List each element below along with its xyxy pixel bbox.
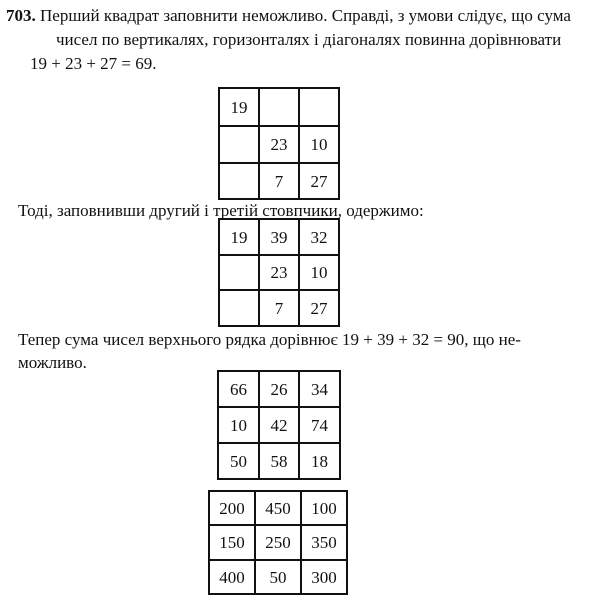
text-after bbox=[18, 328, 610, 374]
grid-3 bbox=[217, 370, 341, 480]
grid-4-cell: 450 bbox=[256, 492, 302, 526]
grid-4-cell: 50 bbox=[256, 561, 302, 595]
text-after-line-1: Тепер сума чисел верхнього рядка дорівнює 19 + 39 + 32 = 90, що не- bbox=[18, 330, 521, 349]
grid-4 bbox=[208, 490, 348, 595]
grid-4-cell: 100 bbox=[302, 492, 348, 526]
grid-1 bbox=[218, 87, 340, 200]
grid-3-cell: 34 bbox=[300, 372, 341, 408]
grid-2-cell bbox=[220, 256, 260, 291]
grid-1-cell: 27 bbox=[300, 164, 340, 200]
grid-1-cell: 10 bbox=[300, 127, 340, 164]
grid-4-cell: 300 bbox=[302, 561, 348, 595]
grid-2-cell bbox=[220, 291, 260, 327]
grid-3-cell: 10 bbox=[219, 408, 260, 444]
grid-2-cell: 19 bbox=[220, 220, 260, 256]
grid-2-cell: 27 bbox=[300, 291, 340, 327]
grid-1-cell bbox=[220, 164, 260, 200]
grid-3-cell: 58 bbox=[260, 444, 300, 480]
problem-number: 703. bbox=[6, 6, 36, 25]
text-after-line-2: можливо. bbox=[18, 353, 87, 372]
grid-4-cell: 350 bbox=[302, 526, 348, 561]
grid-2-cell: 23 bbox=[260, 256, 300, 291]
grid-3-cell: 66 bbox=[219, 372, 260, 408]
grid-1-cell: 19 bbox=[220, 89, 260, 127]
grid-2-cell: 39 bbox=[260, 220, 300, 256]
grid-2-cell: 7 bbox=[260, 291, 300, 327]
grid-3-cell: 50 bbox=[219, 444, 260, 480]
grid-1-cell: 7 bbox=[260, 164, 300, 200]
problem-line-2: чисел по вертикалях, горизонталях і діагоналях повинна дорівнювати bbox=[56, 30, 562, 49]
grid-3-cell: 74 bbox=[300, 408, 341, 444]
problem-line-1: 703. Перший квадрат заповнити неможливо. Справді, з умови слідує, що сума bbox=[6, 6, 571, 25]
grid-3-cell: 42 bbox=[260, 408, 300, 444]
grid-4-cell: 250 bbox=[256, 526, 302, 561]
grid-2-cell: 10 bbox=[300, 256, 340, 291]
grid-1-cell bbox=[260, 89, 300, 127]
grid-1-cell bbox=[220, 127, 260, 164]
grid-4-cell: 150 bbox=[210, 526, 256, 561]
grid-3-cell: 18 bbox=[300, 444, 341, 480]
problem-line-3: 19 + 23 + 27 = 69. bbox=[30, 54, 157, 73]
grid-4-cell: 200 bbox=[210, 492, 256, 526]
grid-2-cell: 32 bbox=[300, 220, 340, 256]
grid-4-cell: 400 bbox=[210, 561, 256, 595]
grid-1-cell bbox=[300, 89, 340, 127]
problem-statement bbox=[6, 4, 612, 75]
grid-3-cell: 26 bbox=[260, 372, 300, 408]
grid-1-cell: 23 bbox=[260, 127, 300, 164]
text-mid: Тоді, заповнивши другий і третій стовпчики, одержимо: bbox=[18, 201, 424, 220]
grid-2 bbox=[218, 218, 340, 327]
